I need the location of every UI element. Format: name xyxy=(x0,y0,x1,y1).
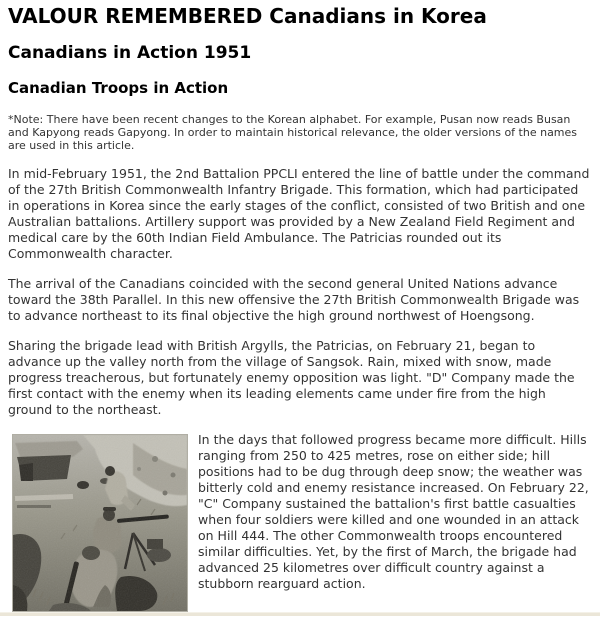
soldiers-machine-gun-photo-illustration xyxy=(13,435,187,611)
article-page xyxy=(0,4,600,592)
translation-note: *Note: There have been recent changes to the Korean alphabet. For example, Pusan now reads Busan and Kapyong reads Gapyong. In order to maintain historical relevance, the older versions of the names are used in this article. xyxy=(8,113,578,152)
paragraph-1: In mid-February 1951, the 2nd Battalion PPCLI entered the line of battle under the command of the 27th British Commonwealth Infantry Brigade. This formation, which had participated in operations in Korea since the early stages of the conflict, consisted of two British and one Australian battalions. Artillery support was provided by a New Zealand Field Regiment and medical care by the 60th Indian Field Ambulance. The Patricias rounded out its Commonwealth character. xyxy=(8,166,590,261)
article-subtitle: Canadians in Action 1951 xyxy=(8,43,252,63)
paragraph-4: In the days that followed progress became more difficult. Hills ranging from 250 to 425 metres, rose on either side; hill positions had to be dug through deep snow; the weather was bitterly cold and enemy resistance increased. On February 22, "C" Company sustained the battalion's first battle casualties when four soldiers were killed and one wounded in an attack on Hill 444. The other Commonwealth troops encountered similar difficulties. Yet, by the first of March, the brigade had advanced 25 kilometres over difficult country against a stubborn rearguard action. xyxy=(198,432,589,591)
article-photo xyxy=(12,434,188,612)
paragraph-2: The arrival of the Canadians coincided with the second general United Nations advance toward the 38th Parallel. In this new offensive the 27th British Commonwealth Brigade was to advance northeast to its final objective the high ground northwest of Hoengsong. xyxy=(8,276,580,323)
section-heading: Canadian Troops in Action xyxy=(8,79,229,97)
page-title: VALOUR REMEMBERED Canadians in Korea xyxy=(8,4,487,28)
photo-and-text-block xyxy=(8,432,590,592)
paragraph-3: Sharing the brigade lead with British Argylls, the Patricias, on February 21, began to advance up the valley north from the village of Sangsok. Rain, mixed with snow, made progress treacherous, but fortunately enemy opposition was light. "D" Company made the first contact with the enemy when its leading elements came under fire from the high ground to the northeast. xyxy=(8,338,575,417)
